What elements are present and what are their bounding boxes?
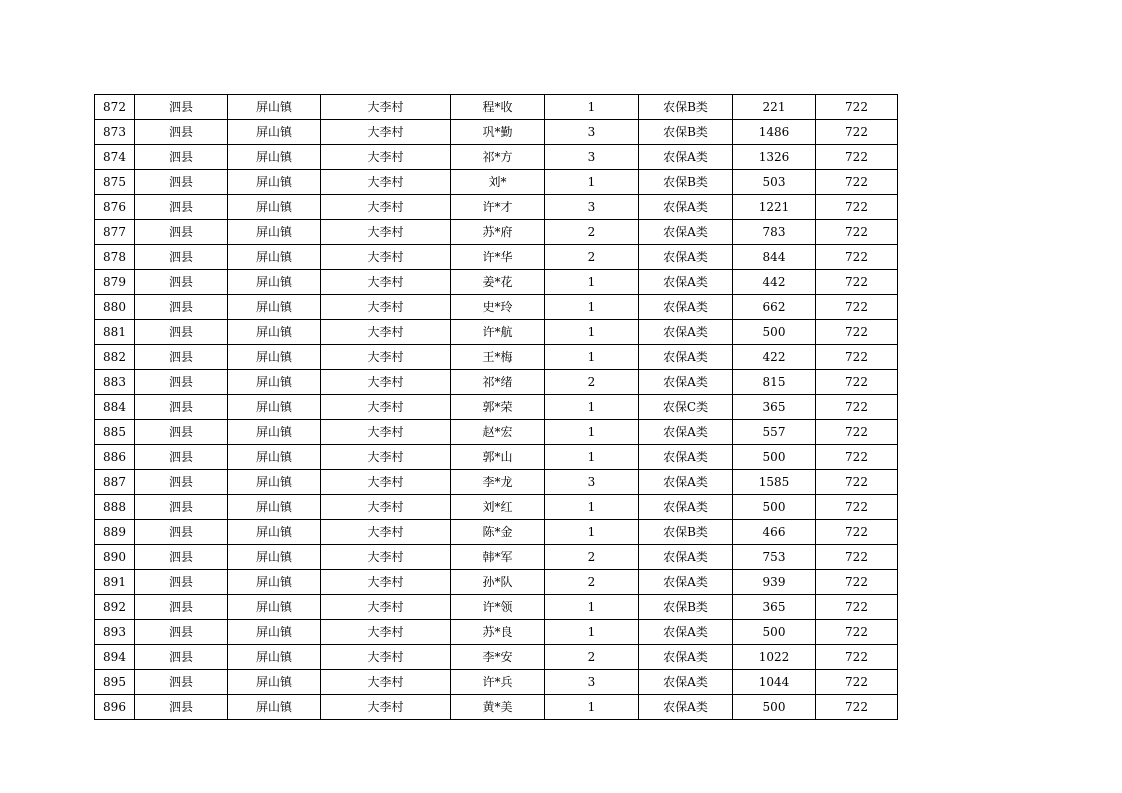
amount-cell: 422 <box>733 345 816 370</box>
category-cell: 农保A类 <box>639 645 733 670</box>
name-cell: 赵*宏 <box>451 420 545 445</box>
town-cell: 屏山镇 <box>228 395 321 420</box>
row-number-cell: 885 <box>95 420 135 445</box>
amount-cell: 1585 <box>733 470 816 495</box>
village-cell: 大李村 <box>321 695 451 720</box>
household-size-cell: 3 <box>545 195 639 220</box>
table-row <box>95 495 898 520</box>
amount-cell: 500 <box>733 620 816 645</box>
amount-cell: 500 <box>733 495 816 520</box>
amount-cell: 1486 <box>733 120 816 145</box>
household-size-cell: 1 <box>545 620 639 645</box>
household-size-cell: 3 <box>545 670 639 695</box>
table-row <box>95 420 898 445</box>
table-row <box>95 245 898 270</box>
code-cell: 722 <box>816 520 898 545</box>
town-cell: 屏山镇 <box>228 495 321 520</box>
name-cell: 许*领 <box>451 595 545 620</box>
county-cell: 泗县 <box>135 395 228 420</box>
village-cell: 大李村 <box>321 95 451 120</box>
county-cell: 泗县 <box>135 695 228 720</box>
village-cell: 大李村 <box>321 195 451 220</box>
county-cell: 泗县 <box>135 145 228 170</box>
table-row <box>95 320 898 345</box>
household-size-cell: 1 <box>545 295 639 320</box>
amount-cell: 1022 <box>733 645 816 670</box>
code-cell: 722 <box>816 395 898 420</box>
name-cell: 黄*美 <box>451 695 545 720</box>
village-cell: 大李村 <box>321 120 451 145</box>
table-row <box>95 695 898 720</box>
county-cell: 泗县 <box>135 470 228 495</box>
table-body <box>95 95 898 720</box>
village-cell: 大李村 <box>321 295 451 320</box>
household-size-cell: 1 <box>545 445 639 470</box>
table-row <box>95 270 898 295</box>
county-cell: 泗县 <box>135 345 228 370</box>
amount-cell: 939 <box>733 570 816 595</box>
category-cell: 农保B类 <box>639 120 733 145</box>
household-size-cell: 2 <box>545 220 639 245</box>
name-cell: 祁*绪 <box>451 370 545 395</box>
household-size-cell: 3 <box>545 470 639 495</box>
town-cell: 屏山镇 <box>228 195 321 220</box>
category-cell: 农保A类 <box>639 470 733 495</box>
table-row <box>95 295 898 320</box>
village-cell: 大李村 <box>321 445 451 470</box>
household-size-cell: 1 <box>545 395 639 420</box>
row-number-cell: 876 <box>95 195 135 220</box>
household-size-cell: 1 <box>545 595 639 620</box>
row-number-cell: 878 <box>95 245 135 270</box>
name-cell: 许*华 <box>451 245 545 270</box>
county-cell: 泗县 <box>135 570 228 595</box>
county-cell: 泗县 <box>135 545 228 570</box>
town-cell: 屏山镇 <box>228 570 321 595</box>
household-size-cell: 1 <box>545 95 639 120</box>
household-size-cell: 3 <box>545 120 639 145</box>
village-cell: 大李村 <box>321 520 451 545</box>
town-cell: 屏山镇 <box>228 170 321 195</box>
row-number-cell: 879 <box>95 270 135 295</box>
category-cell: 农保B类 <box>639 95 733 120</box>
code-cell: 722 <box>816 620 898 645</box>
category-cell: 农保A类 <box>639 220 733 245</box>
county-cell: 泗县 <box>135 370 228 395</box>
household-size-cell: 2 <box>545 645 639 670</box>
row-number-cell: 894 <box>95 645 135 670</box>
code-cell: 722 <box>816 445 898 470</box>
village-cell: 大李村 <box>321 545 451 570</box>
code-cell: 722 <box>816 645 898 670</box>
village-cell: 大李村 <box>321 370 451 395</box>
row-number-cell: 872 <box>95 95 135 120</box>
county-cell: 泗县 <box>135 595 228 620</box>
category-cell: 农保C类 <box>639 395 733 420</box>
table-row <box>95 145 898 170</box>
category-cell: 农保B类 <box>639 520 733 545</box>
category-cell: 农保A类 <box>639 620 733 645</box>
row-number-cell: 882 <box>95 345 135 370</box>
row-number-cell: 884 <box>95 395 135 420</box>
household-size-cell: 1 <box>545 270 639 295</box>
village-cell: 大李村 <box>321 220 451 245</box>
amount-cell: 500 <box>733 695 816 720</box>
category-cell: 农保A类 <box>639 345 733 370</box>
name-cell: 郭*荣 <box>451 395 545 420</box>
town-cell: 屏山镇 <box>228 245 321 270</box>
code-cell: 722 <box>816 145 898 170</box>
amount-cell: 815 <box>733 370 816 395</box>
village-cell: 大李村 <box>321 595 451 620</box>
category-cell: 农保A类 <box>639 445 733 470</box>
village-cell: 大李村 <box>321 145 451 170</box>
amount-cell: 557 <box>733 420 816 445</box>
row-number-cell: 892 <box>95 595 135 620</box>
town-cell: 屏山镇 <box>228 95 321 120</box>
town-cell: 屏山镇 <box>228 470 321 495</box>
table-row <box>95 545 898 570</box>
household-size-cell: 1 <box>545 695 639 720</box>
name-cell: 孙*队 <box>451 570 545 595</box>
household-size-cell: 2 <box>545 545 639 570</box>
amount-cell: 1326 <box>733 145 816 170</box>
county-cell: 泗县 <box>135 645 228 670</box>
row-number-cell: 893 <box>95 620 135 645</box>
county-cell: 泗县 <box>135 445 228 470</box>
town-cell: 屏山镇 <box>228 120 321 145</box>
amount-cell: 783 <box>733 220 816 245</box>
household-size-cell: 2 <box>545 570 639 595</box>
name-cell: 祁*方 <box>451 145 545 170</box>
code-cell: 722 <box>816 695 898 720</box>
amount-cell: 221 <box>733 95 816 120</box>
category-cell: 农保B类 <box>639 595 733 620</box>
town-cell: 屏山镇 <box>228 270 321 295</box>
village-cell: 大李村 <box>321 170 451 195</box>
table-row <box>95 570 898 595</box>
amount-cell: 753 <box>733 545 816 570</box>
county-cell: 泗县 <box>135 420 228 445</box>
town-cell: 屏山镇 <box>228 320 321 345</box>
town-cell: 屏山镇 <box>228 295 321 320</box>
village-cell: 大李村 <box>321 245 451 270</box>
amount-cell: 365 <box>733 595 816 620</box>
town-cell: 屏山镇 <box>228 670 321 695</box>
code-cell: 722 <box>816 595 898 620</box>
table-row <box>95 645 898 670</box>
town-cell: 屏山镇 <box>228 370 321 395</box>
code-cell: 722 <box>816 220 898 245</box>
table-row <box>95 195 898 220</box>
town-cell: 屏山镇 <box>228 145 321 170</box>
amount-cell: 466 <box>733 520 816 545</box>
code-cell: 722 <box>816 345 898 370</box>
household-size-cell: 2 <box>545 370 639 395</box>
table-row <box>95 620 898 645</box>
row-number-cell: 891 <box>95 570 135 595</box>
row-number-cell: 873 <box>95 120 135 145</box>
table-row <box>95 470 898 495</box>
row-number-cell: 886 <box>95 445 135 470</box>
name-cell: 程*收 <box>451 95 545 120</box>
household-size-cell: 2 <box>545 245 639 270</box>
village-cell: 大李村 <box>321 670 451 695</box>
name-cell: 巩*勤 <box>451 120 545 145</box>
county-cell: 泗县 <box>135 220 228 245</box>
county-cell: 泗县 <box>135 670 228 695</box>
amount-cell: 1044 <box>733 670 816 695</box>
household-size-cell: 1 <box>545 495 639 520</box>
household-size-cell: 1 <box>545 320 639 345</box>
row-number-cell: 880 <box>95 295 135 320</box>
table-row <box>95 670 898 695</box>
category-cell: 农保A类 <box>639 495 733 520</box>
category-cell: 农保A类 <box>639 695 733 720</box>
town-cell: 屏山镇 <box>228 620 321 645</box>
name-cell: 刘*红 <box>451 495 545 520</box>
code-cell: 722 <box>816 270 898 295</box>
code-cell: 722 <box>816 370 898 395</box>
name-cell: 刘* <box>451 170 545 195</box>
code-cell: 722 <box>816 420 898 445</box>
code-cell: 722 <box>816 320 898 345</box>
village-cell: 大李村 <box>321 420 451 445</box>
table-row <box>95 370 898 395</box>
table-row <box>95 220 898 245</box>
household-size-cell: 1 <box>545 520 639 545</box>
code-cell: 722 <box>816 295 898 320</box>
table-row <box>95 520 898 545</box>
county-cell: 泗县 <box>135 520 228 545</box>
row-number-cell: 881 <box>95 320 135 345</box>
town-cell: 屏山镇 <box>228 645 321 670</box>
county-cell: 泗县 <box>135 320 228 345</box>
village-cell: 大李村 <box>321 495 451 520</box>
amount-cell: 844 <box>733 245 816 270</box>
table-row <box>95 170 898 195</box>
name-cell: 陈*金 <box>451 520 545 545</box>
town-cell: 屏山镇 <box>228 520 321 545</box>
household-size-cell: 1 <box>545 345 639 370</box>
table-row <box>95 120 898 145</box>
category-cell: 农保B类 <box>639 170 733 195</box>
row-number-cell: 883 <box>95 370 135 395</box>
category-cell: 农保A类 <box>639 670 733 695</box>
county-cell: 泗县 <box>135 195 228 220</box>
county-cell: 泗县 <box>135 170 228 195</box>
amount-cell: 1221 <box>733 195 816 220</box>
village-cell: 大李村 <box>321 470 451 495</box>
category-cell: 农保A类 <box>639 420 733 445</box>
category-cell: 农保A类 <box>639 270 733 295</box>
code-cell: 722 <box>816 670 898 695</box>
code-cell: 722 <box>816 495 898 520</box>
town-cell: 屏山镇 <box>228 445 321 470</box>
name-cell: 郭*山 <box>451 445 545 470</box>
name-cell: 史*玲 <box>451 295 545 320</box>
amount-cell: 503 <box>733 170 816 195</box>
row-number-cell: 895 <box>95 670 135 695</box>
amount-cell: 442 <box>733 270 816 295</box>
town-cell: 屏山镇 <box>228 595 321 620</box>
name-cell: 苏*府 <box>451 220 545 245</box>
household-size-cell: 3 <box>545 145 639 170</box>
code-cell: 722 <box>816 570 898 595</box>
town-cell: 屏山镇 <box>228 420 321 445</box>
household-size-cell: 1 <box>545 420 639 445</box>
data-table <box>94 94 898 720</box>
table-row <box>95 345 898 370</box>
amount-cell: 500 <box>733 320 816 345</box>
code-cell: 722 <box>816 120 898 145</box>
name-cell: 许*才 <box>451 195 545 220</box>
row-number-cell: 877 <box>95 220 135 245</box>
code-cell: 722 <box>816 95 898 120</box>
name-cell: 韩*军 <box>451 545 545 570</box>
village-cell: 大李村 <box>321 320 451 345</box>
code-cell: 722 <box>816 195 898 220</box>
county-cell: 泗县 <box>135 295 228 320</box>
household-size-cell: 1 <box>545 170 639 195</box>
name-cell: 苏*良 <box>451 620 545 645</box>
category-cell: 农保A类 <box>639 195 733 220</box>
name-cell: 李*安 <box>451 645 545 670</box>
village-cell: 大李村 <box>321 570 451 595</box>
town-cell: 屏山镇 <box>228 345 321 370</box>
village-cell: 大李村 <box>321 345 451 370</box>
county-cell: 泗县 <box>135 495 228 520</box>
county-cell: 泗县 <box>135 95 228 120</box>
category-cell: 农保A类 <box>639 320 733 345</box>
county-cell: 泗县 <box>135 270 228 295</box>
category-cell: 农保A类 <box>639 145 733 170</box>
amount-cell: 662 <box>733 295 816 320</box>
county-cell: 泗县 <box>135 245 228 270</box>
county-cell: 泗县 <box>135 620 228 645</box>
row-number-cell: 889 <box>95 520 135 545</box>
town-cell: 屏山镇 <box>228 220 321 245</box>
code-cell: 722 <box>816 470 898 495</box>
category-cell: 农保A类 <box>639 370 733 395</box>
county-cell: 泗县 <box>135 120 228 145</box>
category-cell: 农保A类 <box>639 570 733 595</box>
code-cell: 722 <box>816 245 898 270</box>
name-cell: 姜*花 <box>451 270 545 295</box>
town-cell: 屏山镇 <box>228 695 321 720</box>
category-cell: 农保A类 <box>639 295 733 320</box>
row-number-cell: 896 <box>95 695 135 720</box>
name-cell: 许*兵 <box>451 670 545 695</box>
row-number-cell: 888 <box>95 495 135 520</box>
village-cell: 大李村 <box>321 620 451 645</box>
amount-cell: 365 <box>733 395 816 420</box>
code-cell: 722 <box>816 170 898 195</box>
row-number-cell: 890 <box>95 545 135 570</box>
row-number-cell: 887 <box>95 470 135 495</box>
name-cell: 王*梅 <box>451 345 545 370</box>
table-row <box>95 595 898 620</box>
code-cell: 722 <box>816 545 898 570</box>
name-cell: 李*龙 <box>451 470 545 495</box>
row-number-cell: 874 <box>95 145 135 170</box>
village-cell: 大李村 <box>321 645 451 670</box>
name-cell: 许*航 <box>451 320 545 345</box>
table-row <box>95 395 898 420</box>
row-number-cell: 875 <box>95 170 135 195</box>
amount-cell: 500 <box>733 445 816 470</box>
table-row <box>95 445 898 470</box>
table-row <box>95 95 898 120</box>
town-cell: 屏山镇 <box>228 545 321 570</box>
village-cell: 大李村 <box>321 270 451 295</box>
category-cell: 农保A类 <box>639 245 733 270</box>
category-cell: 农保A类 <box>639 545 733 570</box>
village-cell: 大李村 <box>321 395 451 420</box>
